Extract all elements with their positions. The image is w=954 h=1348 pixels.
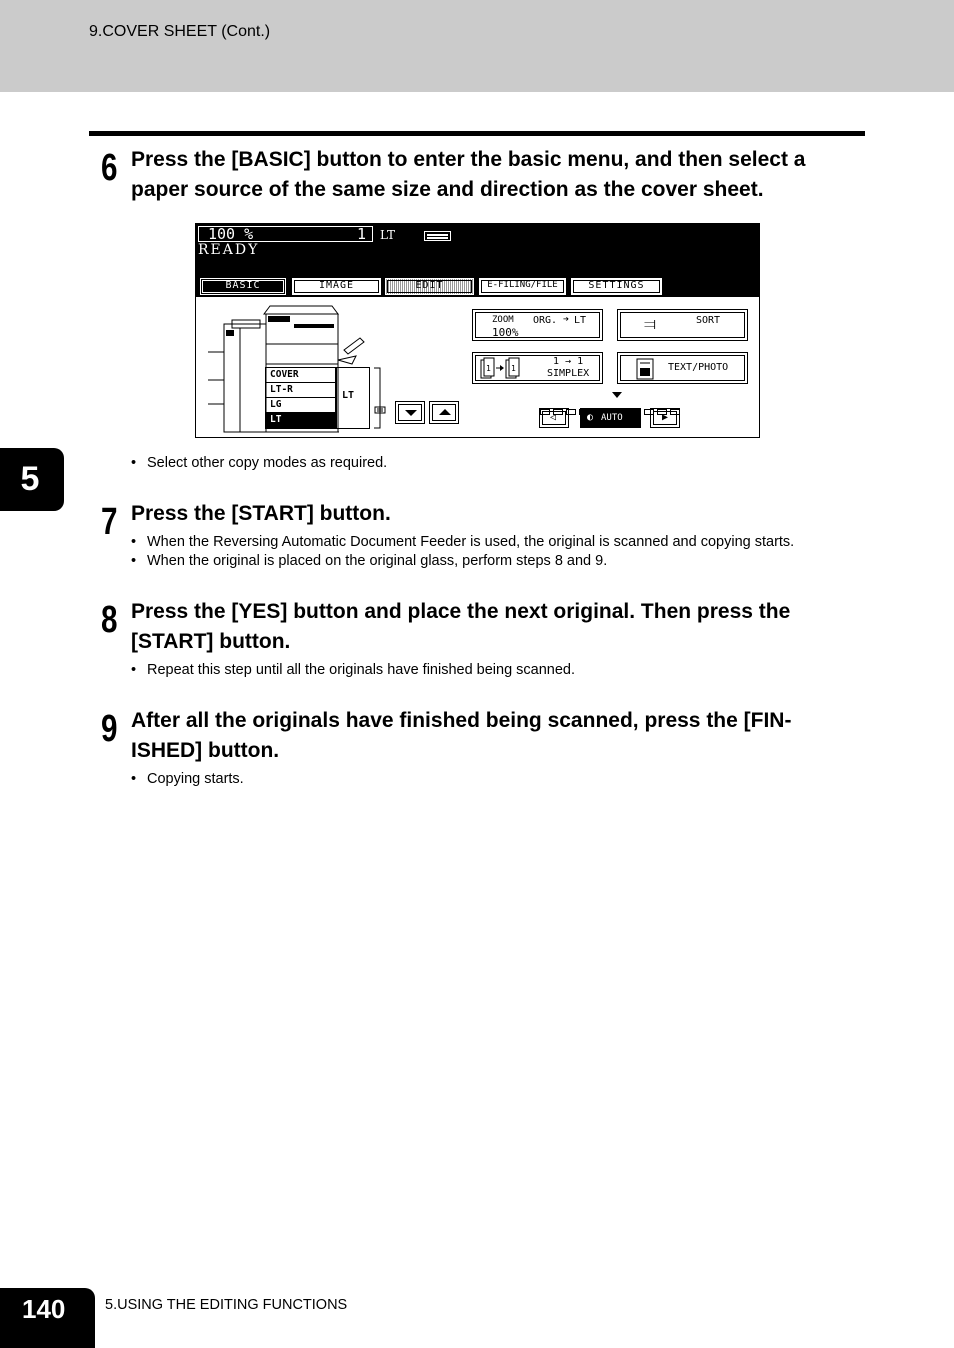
list-item: • Repeat this step until all the originals have finished being scanned. — [131, 662, 576, 678]
tab-settings[interactable]: SETTINGS — [571, 278, 662, 295]
section-rule — [89, 131, 865, 136]
original-mode-button[interactable] — [617, 352, 748, 384]
up-arrow-icon — [439, 409, 451, 415]
list-item: • When the Reversing Automatic Document Feeder is used, the original is scanned and copying starts. — [131, 534, 795, 550]
step-number: 8 — [101, 599, 118, 641]
original-label: ORG. — [533, 315, 558, 326]
chapter-tab: 5 — [0, 448, 64, 511]
arrow-right-icon: ➔ — [563, 314, 570, 325]
panel-status-area — [196, 224, 760, 297]
step-title: Press the [START] button. — [131, 502, 391, 525]
copier-touch-panel — [195, 223, 760, 438]
density-lighter-button[interactable] — [539, 408, 569, 428]
step-number: 9 — [101, 708, 118, 750]
duplex-mode: SIMPLEX — [547, 368, 590, 379]
tray-lt[interactable]: LT — [266, 413, 335, 428]
list-item: • Copying starts. — [131, 771, 244, 787]
paper-size-indicator: LT — [380, 228, 395, 242]
auto-density-icon: ◐ — [587, 412, 594, 423]
tray-lt-r[interactable]: LT-R — [266, 383, 335, 398]
density-auto-button[interactable] — [580, 408, 641, 428]
header-band — [0, 0, 954, 92]
zoom-copies-display — [198, 226, 373, 242]
tab-edit[interactable]: EDIT — [385, 278, 474, 295]
step-title: After all the originals have finished being scanned, press the [FIN-ISHED] button. — [131, 709, 792, 762]
tray-bracket-icon — [372, 367, 388, 429]
zoom-value: 100% — [492, 326, 519, 339]
text-photo-icon — [636, 358, 654, 380]
tray-cover[interactable]: COVER — [266, 368, 335, 383]
sort-icon: ⫤ — [644, 314, 657, 333]
paper-tray-icon — [424, 231, 451, 241]
right-arrow-icon: ▶ — [662, 412, 669, 423]
sort-label: SORT — [696, 315, 721, 326]
paper-tray-list — [265, 367, 336, 429]
duplex-button[interactable] — [472, 352, 603, 384]
page-number: 140 — [0, 1288, 95, 1348]
list-item: • When the original is placed on the original glass, perform steps 8 and 9. — [131, 553, 608, 569]
original-size: LT — [574, 315, 587, 326]
density-darker-button[interactable] — [650, 408, 680, 428]
down-arrow-icon — [405, 410, 417, 416]
step-number: 7 — [101, 501, 118, 543]
bypass-tray-size[interactable]: LT — [336, 367, 370, 429]
tray-lg[interactable]: LG — [266, 398, 335, 413]
copy-count: 1 — [356, 225, 366, 243]
footer-section-title: 5.USING THE EDITING FUNCTIONS — [105, 1297, 348, 1313]
density-auto-label: AUTO — [601, 413, 623, 423]
tray-down-button[interactable] — [395, 401, 425, 424]
original-mode-label: TEXT/PHOTO — [668, 362, 729, 373]
tab-image[interactable]: IMAGE — [292, 278, 381, 295]
left-arrow-icon: ◁ — [550, 412, 557, 423]
tab-basic[interactable]: BASIC — [200, 278, 286, 295]
zoom-ratio: 100 % — [208, 225, 254, 243]
svg-text:1: 1 — [511, 364, 516, 373]
step-number: 6 — [101, 147, 118, 189]
zoom-button[interactable] — [472, 309, 603, 341]
tab-e-filing[interactable]: E-FILING/FILE — [479, 278, 566, 295]
status-message: READY — [198, 242, 260, 258]
one-to-one-sided-icon — [480, 357, 532, 381]
duplex-ratio: 1 → 1 — [553, 356, 584, 367]
svg-text:1: 1 — [486, 364, 491, 373]
density-marker-icon — [612, 392, 622, 398]
step-title: Press the [BASIC] button to enter the basic menu, and then select a paper source of the same size and direction as the cover sheet. — [131, 148, 806, 201]
list-item: • Select other copy modes as required. — [131, 455, 388, 471]
header-title: 9.COVER SHEET (Cont.) — [89, 23, 271, 40]
sort-button[interactable] — [617, 309, 748, 341]
tray-up-button[interactable] — [429, 401, 459, 424]
zoom-label: ZOOM — [492, 315, 514, 325]
step-title: Press the [YES] button and place the next original. Then press the [START] button. — [131, 600, 791, 653]
